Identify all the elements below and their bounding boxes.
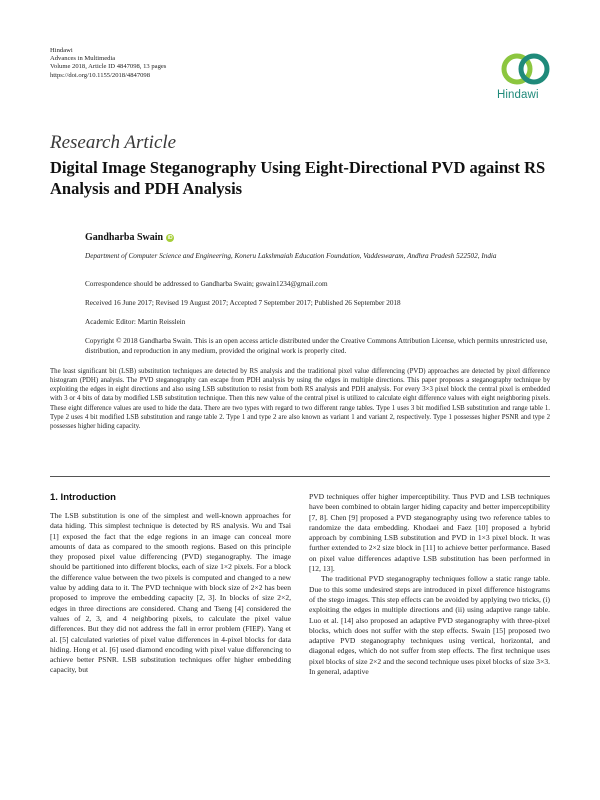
- academic-editor: Academic Editor: Martin Reisslein: [85, 318, 186, 326]
- right-paragraph: PVD techniques offer higher imperceptibility. Thus PVD and LSB techniques have been combined to obtain larger hiding capacity and better imperceptibility [7, 8]. Chen [9] proposed a PVD steganography using two reference tables to randomize the data embedding. Khodaei and Faez [10] proposed a hybrid approach by combining LSB substitution and PVD in 1×3 pixel block. It was further extended to 2×2 size block in [11] to achieve better performance. Based on pixel value differences adaptive LSB substitution has been performed in [12, 13].: [309, 492, 550, 574]
- right-column: [309, 492, 550, 677]
- article-dates: Received 16 June 2017; Revised 19 August 2017; Accepted 7 September 2017; Published 26 September 2018: [85, 299, 401, 307]
- left-paragraph: The LSB substitution is one of the simplest and well-known approaches for data hiding. This simplest technique is detected by RS analysis. Wu and Tsai [1] exposed the fact that the edge regions in an image can conceal more amounts of data as compared to the smooth regions. Based on this principle they proposed pixel value differencing (PVD) steganography. The image should be partitioned into different blocks, each of size 1×2 pixels. For a block the difference value between the two pixels is computed and changed to a new value by adding data to it. The PVD technique with block size of 2×2 has been proposed to improve the embedding capacity [2, 3]. In blocks of size 2×2, edges in three directions are considered. Chang and Tseng [4] considered the values of 2, 3, and 4 neighboring pixels, to calculate the pixel value differences. But they did not address the fall in error problem (FIEP). Yang et al. [5] calculated varieties of pixel value differences in 4-pixel blocks for data hiding. Hong et al. [6] used diamond encoding with pixel value differencing to achieve better PSNR. LSB substitution techniques offer higher embedding capacity, but: [50, 511, 291, 675]
- hindawi-logo-text: Hindawi: [497, 89, 539, 101]
- article-title: Digital Image Steganography Using Eight-Directional PVD against RS Analysis and PDH Analysis: [50, 158, 546, 198]
- affiliation: Department of Computer Science and Engineering, Koneru Lakshmaiah Education Foundation, Vaddeswaram, Andhra Pradesh 522502, India: [85, 252, 497, 260]
- journal-meta: [50, 47, 166, 80]
- journal-name: Advances in Multimedia: [50, 55, 116, 63]
- author-line: [85, 232, 174, 243]
- doi-link[interactable]: https://doi.org/10.1155/2018/4847098: [50, 71, 151, 79]
- right-paragraph: The traditional PVD steganography techniques follow a static range table. Due to this some undesired steps are introduced in pixel difference histograms of the stego images. This step effects can be avoided by applying two tricks, (i) exploiting the edges in multiple directions and (ii) using adaptive range table. Luo et al. [14] also proposed an adaptive PVD steganography with three-pixel blocks, which does not suffer with the step effects. Swain [15] proposed two adaptive PVD steganography techniques using vertical, horizontal, and diagonal edges, which do not suffer from step effects. The first technique uses pixel blocks of size 2×2 and the second technique uses pixel blocks of size 3×3. In general, adaptive: [309, 574, 550, 677]
- abstract: The least significant bit (LSB) substitution techniques are detected by RS analysis and the traditional pixel value differencing (PVD) approaches are detected by pixel difference histogram (PDH) analysis. The PVD steganography can escape from PDH analysis by using the edges in multiple directions. This paper proposes a steganography technique by exploiting the edges in eight directions and also using LSB substitution to resist from both RS analysis and PDH analysis. For every 3×3 pixel block the central pixel is embedded with 3 or 4 bits of data by modified LSB substitution technique. Then this new value of the central pixel is utilized to calculate eight difference values with eight neighboring pixels. These eight difference values are used to hide the data. There are two types with regard to two different range tables. Type 1 uses 3 bit modified LSB substitution and range table 1. Type 2 uses 4 bit modified LSB substitution and range table 2. Type 1 and type 2 are also known as variant 1 and variant 2, respectively. Type 1 possesses higher PSNR and type 2 possesses higher hiding capacity.: [50, 368, 550, 430]
- orcid-icon[interactable]: iD: [167, 234, 173, 241]
- publisher-name: Hindawi: [50, 47, 73, 54]
- copyright-notice: Copyright © 2018 Gandharba Swain. This is an open access article distributed under the Creative Commons Attribution License, which permits unrestricted use, distribution, and reproduction in any medium, provided the original work is properly cited.: [85, 337, 548, 355]
- article-type: Research Article: [50, 132, 177, 153]
- correspondence: Correspondence should be addressed to Gandharba Swain; gswain1234@gmail.com: [85, 280, 328, 288]
- left-column: [50, 492, 291, 676]
- section-heading: 1. Introduction: [50, 492, 116, 503]
- author-name: Gandharba Swain: [85, 232, 164, 243]
- section-divider: [50, 476, 550, 477]
- volume-line: Volume 2018, Article ID 4847098, 13 pages: [50, 63, 167, 71]
